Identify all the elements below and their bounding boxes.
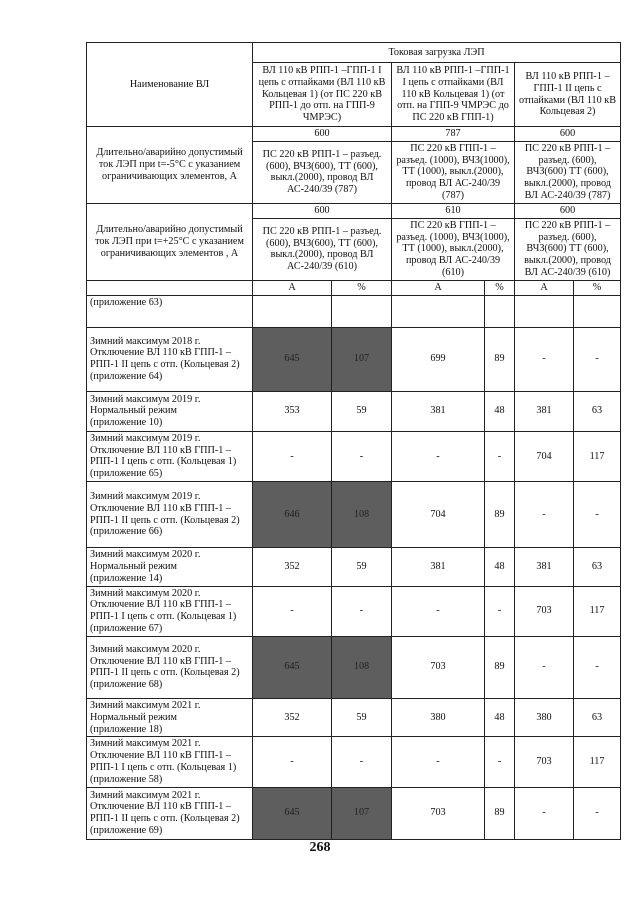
current-value-cell: 352	[253, 548, 332, 586]
current-value-cell: 645	[253, 327, 332, 391]
cap-m5-label: Длительно/аварийно допустимый ток ЛЭП при t=-5°С с указанием ограничивающих элементов, А	[87, 127, 253, 204]
cap-m5-1-desc: ПС 220 кВ РПП-1 – разъед. (600), ВЧЗ(600), ТТ (600), выкл.(2000), провод ВЛ АС-240/39 (787)	[253, 141, 392, 203]
row-name: Зимний максимум 2021 г. Отключение ВЛ 110 кВ ГПП-1 – РПП-1 II цепь с отп. (Кольцевая 2) (приложение 69)	[87, 787, 253, 839]
current-value-cell: 352	[253, 698, 332, 736]
row-name: Зимний максимум 2020 г. Отключение ВЛ 110 кВ ГПП-1 – РПП-1 II цепь с отп. (Кольцевая 2) (приложение 68)	[87, 636, 253, 698]
current-value-cell: 380	[515, 698, 574, 736]
cap-m5-2: 787	[392, 127, 515, 142]
cap-m5-3-desc: ПС 220 кВ РПП-1 – разъед. (600), ВЧЗ(600) ТТ (600), выкл.(2000), провод ВЛ АС-240/39 (787)	[515, 141, 621, 203]
unit-pct: %	[332, 280, 392, 295]
cap-m5-1: 600	[253, 127, 392, 142]
cap-p25-3: 600	[515, 203, 621, 218]
percent-value-cell: -	[574, 482, 621, 548]
cap-p25-1-desc: ПС 220 кВ РПП-1 – разъед. (600), ВЧЗ(600), ТТ (600), выкл.(2000), провод ВЛ АС-240/39 (610)	[253, 218, 392, 280]
current-value-cell: -	[392, 737, 485, 787]
page-number: 268	[309, 840, 331, 855]
percent-value-cell: 107	[332, 327, 392, 391]
line1-header: ВЛ 110 кВ РПП-1 –ГПП-1 I цепь с отпайками (ВЛ 110 кВ Кольцевая 1) (от ПС 220 кВ РПП-1 до отп. на ГПП-9 ЧМРЭС)	[253, 63, 392, 127]
current-value-cell: 703	[515, 737, 574, 787]
percent-value-cell: -	[574, 636, 621, 698]
table-row	[87, 586, 621, 636]
percent-value-cell: 63	[574, 391, 621, 431]
table-row	[87, 737, 621, 787]
row-name: Зимний максимум 2019 г. Отключение ВЛ 110 кВ ГПП-1 – РПП-1 I цепь с отп. (Кольцевая 1) (приложение 65)	[87, 431, 253, 481]
current-value-cell: 381	[515, 391, 574, 431]
cap-p25-2: 610	[392, 203, 515, 218]
row-name: Зимний максимум 2021 г. Нормальный режим (приложение 18)	[87, 698, 253, 736]
load-table	[86, 42, 621, 840]
percent-value-cell: -	[485, 737, 515, 787]
col-group-header: Токовая загрузка ЛЭП	[253, 43, 621, 63]
unit-a: А	[253, 280, 332, 295]
cap-p25-3-desc: ПС 220 кВ РПП-1 – разъед. (600), ВЧЗ(600) ТТ (600), выкл.(2000), провод ВЛ АС-240/39 (610)	[515, 218, 621, 280]
current-value-cell: -	[253, 586, 332, 636]
table-row	[87, 548, 621, 586]
percent-value-cell: 48	[485, 548, 515, 586]
row-name: Зимний максимум 2021 г. Отключение ВЛ 110 кВ ГПП-1 – РПП-1 I цепь с отп. (Кольцевая 1) (приложение 58)	[87, 737, 253, 787]
current-value-cell: -	[392, 586, 485, 636]
unit-a: А	[392, 280, 485, 295]
percent-value-cell: 89	[485, 787, 515, 839]
current-value-cell: -	[253, 431, 332, 481]
cap-p25-2-desc: ПС 220 кВ ГПП-1 – разъед. (1000), ВЧЗ(1000), ТТ (1000), выкл.(2000), провод ВЛ АС-240/39 (610)	[392, 218, 515, 280]
current-value-cell: 703	[392, 787, 485, 839]
table-row	[87, 391, 621, 431]
table-row	[87, 327, 621, 391]
percent-value-cell: 63	[574, 698, 621, 736]
percent-value-cell: 59	[332, 548, 392, 586]
current-value-cell: 380	[392, 698, 485, 736]
current-value-cell: 646	[253, 482, 332, 548]
percent-value-cell: 107	[332, 787, 392, 839]
table-row	[87, 431, 621, 481]
table-row	[87, 636, 621, 698]
current-value-cell: 645	[253, 636, 332, 698]
current-value-cell	[515, 295, 574, 327]
percent-value-cell: -	[485, 586, 515, 636]
row-name: Зимний максимум 2019 г. Нормальный режим (приложение 10)	[87, 391, 253, 431]
current-value-cell: 381	[392, 391, 485, 431]
percent-value-cell: 108	[332, 636, 392, 698]
line3-header: ВЛ 110 кВ РПП-1 – ГПП-1 II цепь с отпайками (ВЛ 110 кВ Кольцевая 2)	[515, 63, 621, 127]
cap-p25-label: Длительно/аварийно допустимый ток ЛЭП при t=+25°С с указанием ограничивающих элементов , А	[87, 203, 253, 280]
current-value-cell: 704	[392, 482, 485, 548]
percent-value-cell: -	[574, 787, 621, 839]
percent-value-cell	[332, 295, 392, 327]
current-value-cell: 703	[392, 636, 485, 698]
percent-value-cell: 59	[332, 391, 392, 431]
percent-value-cell: 48	[485, 698, 515, 736]
current-value-cell: -	[515, 327, 574, 391]
line2-header: ВЛ 110 кВ РПП-1 –ГПП-1 I цепь с отпайками (ВЛ 110 кВ Кольцевая 1) (от отп. на ГПП-9 ЧМРЭС до ПС 220 кВ ГПП-1)	[392, 63, 515, 127]
current-value-cell	[392, 295, 485, 327]
percent-value-cell: -	[332, 586, 392, 636]
current-value-cell: 699	[392, 327, 485, 391]
table-row	[87, 482, 621, 548]
percent-value-cell: 48	[485, 391, 515, 431]
percent-value-cell: 117	[574, 737, 621, 787]
percent-value-cell: 89	[485, 636, 515, 698]
percent-value-cell	[485, 295, 515, 327]
percent-value-cell: 108	[332, 482, 392, 548]
cap-m5-3: 600	[515, 127, 621, 142]
table-row	[87, 698, 621, 736]
cap-m5-2-desc: ПС 220 кВ ГПП-1 – разъед. (1000), ВЧЗ(1000), ТТ (1000), выкл.(2000), провод ВЛ АС-240/39 (787)	[392, 141, 515, 203]
percent-value-cell: 89	[485, 482, 515, 548]
row-name: (приложение 63)	[87, 295, 253, 327]
current-value-cell: -	[515, 482, 574, 548]
unit-pct: %	[485, 280, 515, 295]
percent-value-cell: -	[332, 737, 392, 787]
current-value-cell	[253, 295, 332, 327]
current-value-cell: -	[253, 737, 332, 787]
percent-value-cell	[574, 295, 621, 327]
col-name-header: Наименование ВЛ	[87, 43, 253, 127]
row-name: Зимний максимум 2020 г. Нормальный режим (приложение 14)	[87, 548, 253, 586]
current-value-cell: -	[392, 431, 485, 481]
unit-pct: %	[574, 280, 621, 295]
percent-value-cell: -	[485, 431, 515, 481]
table-row	[87, 295, 621, 327]
current-value-cell: 353	[253, 391, 332, 431]
current-value-cell: 381	[515, 548, 574, 586]
cap-p25-1: 600	[253, 203, 392, 218]
unit-row-blank	[87, 280, 253, 295]
row-name: Зимний максимум 2019 г. Отключение ВЛ 110 кВ ГПП-1 – РПП-1 II цепь с отп. (Кольцевая 2) (приложение 66)	[87, 482, 253, 548]
percent-value-cell: -	[332, 431, 392, 481]
row-name: Зимний максимум 2018 г. Отключение ВЛ 110 кВ ГПП-1 – РПП-1 II цепь с отп. (Кольцевая 2) (приложение 64)	[87, 327, 253, 391]
percent-value-cell: 117	[574, 431, 621, 481]
current-value-cell: 703	[515, 586, 574, 636]
percent-value-cell: 117	[574, 586, 621, 636]
percent-value-cell: -	[574, 327, 621, 391]
current-value-cell: 381	[392, 548, 485, 586]
current-value-cell: -	[515, 636, 574, 698]
row-name: Зимний максимум 2020 г. Отключение ВЛ 110 кВ ГПП-1 – РПП-1 I цепь с отп. (Кольцевая 1) (приложение 67)	[87, 586, 253, 636]
current-value-cell: 704	[515, 431, 574, 481]
percent-value-cell: 59	[332, 698, 392, 736]
current-value-cell: 645	[253, 787, 332, 839]
percent-value-cell: 63	[574, 548, 621, 586]
percent-value-cell: 89	[485, 327, 515, 391]
unit-a: А	[515, 280, 574, 295]
current-value-cell: -	[515, 787, 574, 839]
table-row	[87, 787, 621, 839]
